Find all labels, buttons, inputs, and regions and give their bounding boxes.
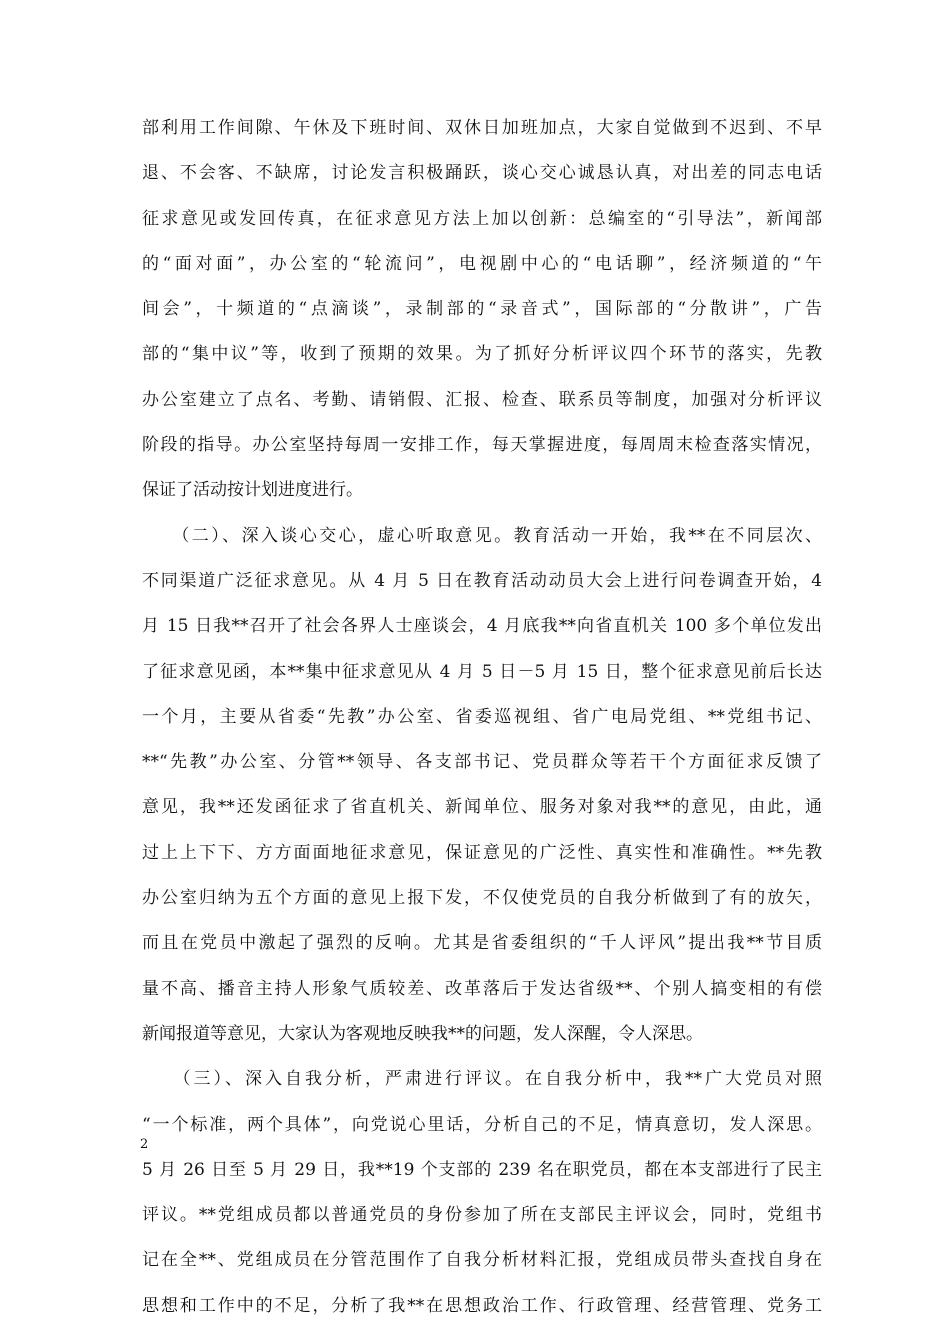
text-line: 保证了活动按计划进度进行。	[142, 480, 363, 501]
text-line: 而且在党员中激起了强烈的反响。尤其是省委组织的“千人评风”提出我**节目质	[142, 933, 822, 954]
text-line: 过上上下下、方方面面地征求意见，保证意见的广泛性、真实性和准确性。**先教	[142, 842, 822, 863]
text-line: 征求意见或发回传真，在征求意见方法上加以创新：总编室的“引导法”，新闻部	[142, 208, 822, 229]
text-line: 5 月 26 日至 5 月 29 日，我**19 个支部的 239 名在职党员，都在本支部进行了民主	[142, 1159, 822, 1180]
text-line: 间会”，十频道的“点滴谈”，录制部的“录音式”，国际部的“分散讲”，广告	[142, 299, 822, 320]
text-line: 办公室归纳为五个方面的意见上报下发，不仅使党员的自我分析做到了有的放矢，	[142, 888, 822, 909]
text-line: “一个标准，两个具体”，向党说心里话，分析自己的不足，情真意切，发人深思。	[142, 1114, 822, 1135]
text-line: 退、不会客、不缺席，讨论发言积极踊跃，谈心交心诚恳认真，对出差的同志电话	[142, 163, 822, 184]
text-line: （二）、深入谈心交心，虚心听取意见。教育活动一开始，我**在不同层次、	[142, 525, 822, 546]
text-line: （三）、深入自我分析，严肃进行评议。在自我分析中，我**广大党员对照	[142, 1069, 822, 1090]
text-line: 新闻报道等意见，大家认为客观地反映我**的问题，发人深醒，令人深思。	[142, 1023, 703, 1044]
text-line: 量不高、播音主持人形象气质较差、改革落后于发达省级**、个别人搞变相的有偿	[142, 978, 822, 999]
text-line: 评议。**党组成员都以普通党员的身份参加了所在支部民主评议会，同时，党组书	[142, 1205, 822, 1226]
text-line: **“先教”办公室、分管**领导、各支部书记、党员群众等若干个方面征求反馈了	[142, 752, 822, 773]
text-line: 部的“集中议”等，收到了预期的效果。为了抓好分析评议四个环节的落实，先教	[142, 344, 822, 365]
text-line: 一个月，主要从省委“先教”办公室、省委巡视组、省广电局党组、**党组书记、	[142, 706, 822, 727]
text-line: 思想和工作中的不足，分析了我**在思想政治工作、行政管理、经营管理、党务工	[142, 1295, 822, 1316]
text-line: 了征求意见函，本**集中征求意见从 4 月 5 日－5 月 15 日，整个征求意见前后长达	[142, 661, 822, 682]
text-line: 阶段的指导。办公室坚持每周一安排工作，每天掌握进度，每周周末检查落实情况，	[142, 435, 822, 456]
text-line: 不同渠道广泛征求意见。从 4 月 5 日在教育活动动员大会上进行问卷调查开始，4	[142, 570, 822, 591]
text-line: 办公室建立了点名、考勤、请销假、汇报、检查、联系员等制度，加强对分析评议	[142, 389, 822, 410]
text-line: 部利用工作间隙、午休及下班时间、双休日加班加点，大家自觉做到不迟到、不早	[142, 118, 822, 138]
text-line: 意见，我**还发函征求了省直机关、新闻单位、服务对象对我**的意见，由此，通	[142, 797, 822, 818]
text-line: 月 15 日我**召开了社会各界人士座谈会，4 月底我**向省直机关 100 多个单位发出	[142, 616, 822, 637]
text-line: 记在全**、党组成员在分管范围作了自我分析材料汇报，党组成员带头查找自身在	[142, 1250, 822, 1271]
document-body	[142, 106, 822, 1329]
page-number: 2	[140, 1137, 149, 1152]
text-line: 的“面对面”，办公室的“轮流问”，电视剧中心的“电话聊”，经济频道的“午	[142, 253, 822, 274]
